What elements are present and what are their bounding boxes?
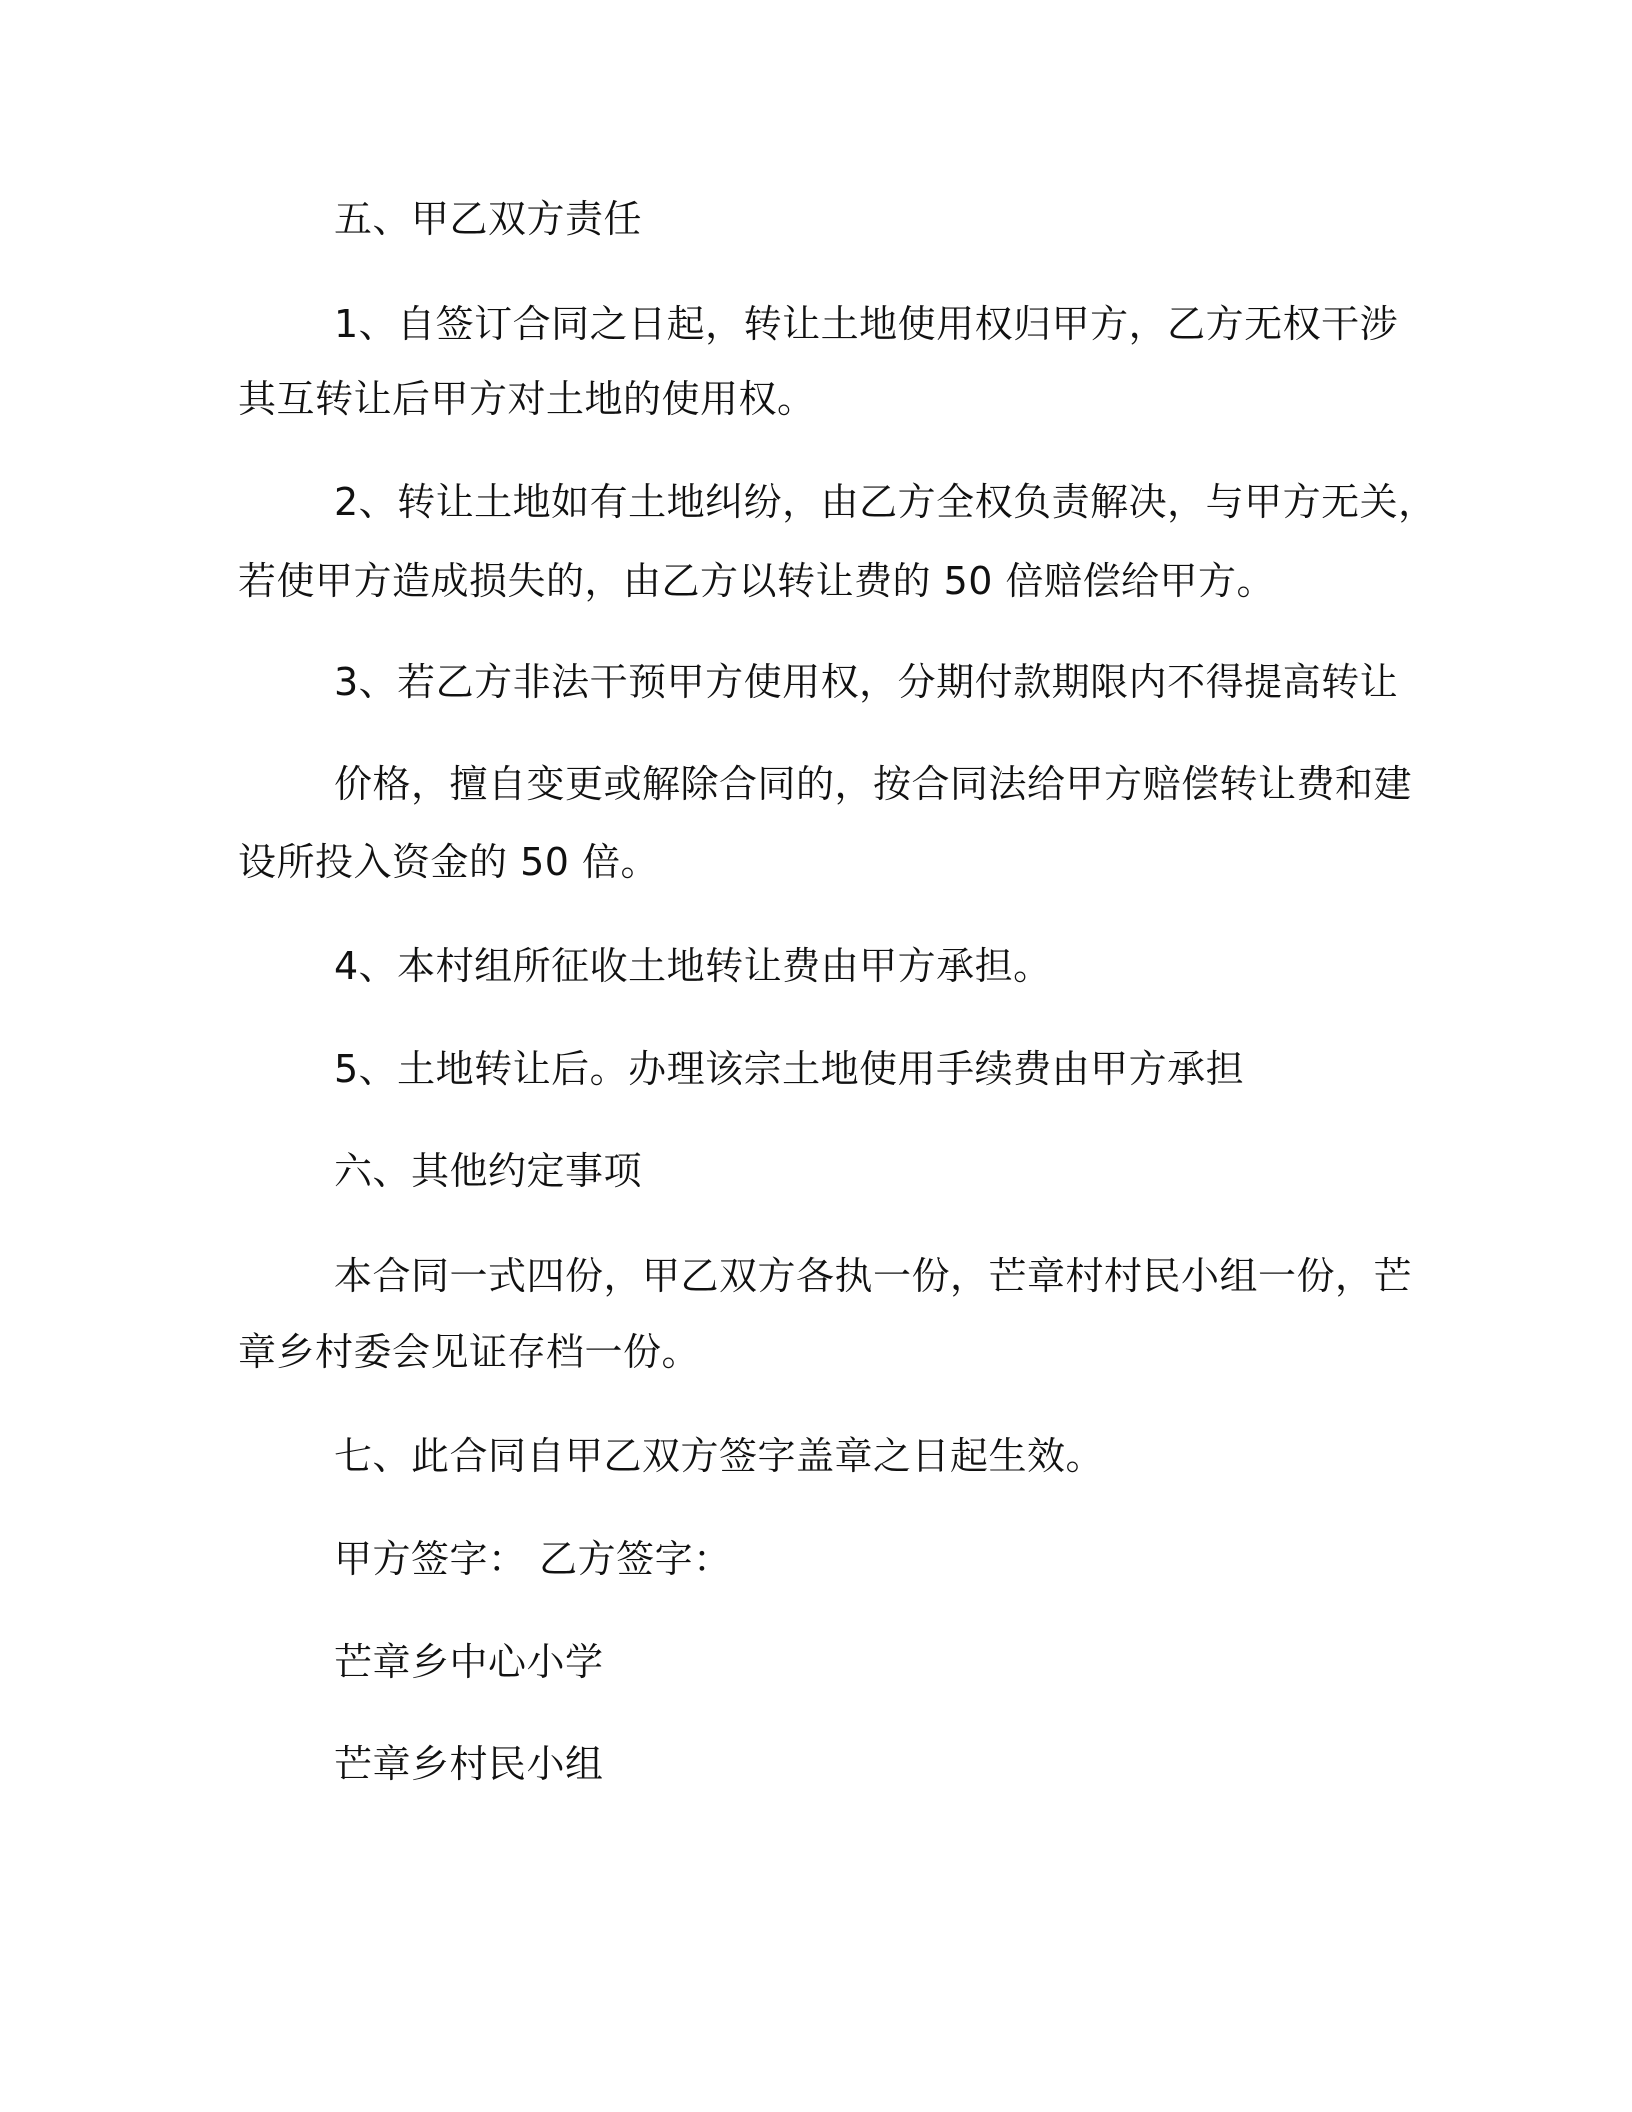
clause-1-line-2: 其互转让后甲方对土地的使用权。	[238, 377, 816, 421]
clause-3-line-3: 设所投入资金的 50 倍。	[238, 840, 660, 884]
clause-2-line-1: 2、转让土地如有土地纠纷，由乙方全权负责解决，与甲方无关，	[334, 480, 1437, 524]
section-heading-other-matters: 六、其他约定事项	[334, 1149, 643, 1193]
copies-clause-line-1: 本合同一式四份，甲乙双方各执一份，芒章村村民小组一份，芒	[334, 1254, 1413, 1298]
party-b-name: 芒章乡村民小组	[334, 1742, 604, 1786]
effective-date-clause: 七、此合同自甲乙双方签字盖章之日起生效。	[334, 1434, 1105, 1478]
clause-3-line-1: 3、若乙方非法干预甲方使用权，分期付款期限内不得提高转让	[334, 660, 1399, 704]
clause-5: 5、土地转让后。办理该宗土地使用手续费由甲方承担	[334, 1047, 1245, 1091]
copies-clause-line-2: 章乡村委会见证存档一份。	[238, 1330, 701, 1374]
clause-3-line-2: 价格，擅自变更或解除合同的，按合同法给甲方赔偿转让费和建	[334, 762, 1413, 806]
clause-2-line-2: 若使甲方造成损失的，由乙方以转让费的 50 倍赔偿给甲方。	[238, 559, 1276, 603]
signature-labels: 甲方签字： 乙方签字：	[334, 1537, 732, 1581]
clause-4: 4、本村组所征收土地转让费由甲方承担。	[334, 944, 1052, 988]
section-heading-responsibilities: 五、甲乙双方责任	[334, 197, 643, 241]
clause-1-line-1: 1、自签订合同之日起，转让土地使用权归甲方，乙方无权干涉	[334, 302, 1399, 346]
party-a-name: 芒章乡中心小学	[334, 1640, 604, 1684]
